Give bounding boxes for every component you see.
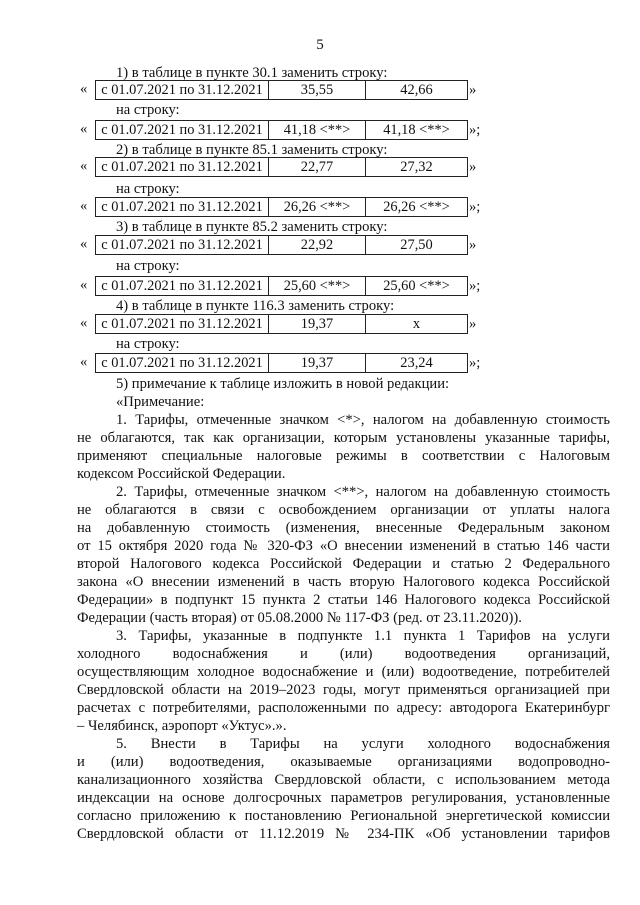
close-quote: » (469, 82, 477, 98)
item-3-old-row (77, 235, 610, 255)
tariff-value-cell: 26,26 <**> (269, 198, 366, 217)
item-5-heading: 5) примечание к таблице изложить в новой редакции: (116, 376, 450, 392)
note-3-line-1: 3. Тарифы, указанные в подпункте 1.1 пункта 1 Тарифов на услуги (116, 628, 610, 644)
period-cell: с 01.07.2021 по 31.12.2021 (96, 236, 269, 255)
open-quote: « (80, 236, 88, 252)
item-1-new-label: на строку: (116, 102, 180, 118)
open-quote: « (80, 277, 88, 293)
note-2-line-2: не облагаются в связи с освобождением организации от уплаты налога (77, 502, 610, 518)
tariff-table-row (95, 120, 468, 140)
para-5-line-4: индексации на основе долгосрочных параметров регулирования, установленные (77, 790, 610, 806)
tariff-table-row (95, 276, 468, 296)
tariff-vat-value-cell: 27,50 (366, 236, 468, 255)
tariff-value-cell: 22,77 (269, 158, 366, 177)
note-2-line-7: Федерации» в подпункт 15 пункта 2 статьи 146 Налогового кодекса Российской (77, 592, 610, 608)
tariff-vat-value-cell: 25,60 <**> (366, 277, 468, 296)
para-5-line-2: и (или) водоотведения, оказываемые организациями водопроводно- (77, 754, 610, 770)
close-quote: »; (469, 122, 481, 138)
close-quote: »; (469, 278, 481, 294)
note-3-line-2: холодного водоснабжения и (или) водоотведения организаций, (77, 646, 610, 662)
tariff-table-row (95, 157, 468, 177)
item-2-heading: 2) в таблице в пункте 85.1 заменить строку: (116, 142, 388, 158)
tariff-vat-value-cell: 27,32 (366, 158, 468, 177)
item-3-heading: 3) в таблице в пункте 85.2 заменить строку: (116, 219, 388, 235)
page-number: 5 (316, 37, 324, 53)
item-2-new-row (77, 197, 610, 217)
note-3-line-6: – Челябинск, аэропорт «Уктус».». (77, 718, 287, 734)
tariff-vat-value-cell: 42,66 (366, 81, 468, 100)
tariff-vat-value-cell: х (366, 315, 468, 334)
item-1-old-row (77, 80, 610, 100)
para-5-line-3: канализационного хозяйства Свердловской области, с использованием метода (77, 772, 610, 788)
para-5-line-1: 5. Внести в Тарифы на услуги холодного водоснабжения (116, 736, 610, 752)
close-quote: » (469, 316, 477, 332)
tariff-value-cell: 22,92 (269, 236, 366, 255)
item-4-old-row (77, 314, 610, 334)
note-2-line-4: от 15 октября 2020 года № 320-ФЗ «О внесении изменений в статью 146 части (77, 538, 610, 554)
item-1-new-row (77, 120, 610, 140)
note-2-line-8: Федерации (часть вторая) от 05.08.2000 № 117-ФЗ (ред. от 23.11.2020)). (77, 610, 522, 626)
note-2-line-5: второй Налогового кодекса Российской Федерации и статью 2 Федерального (77, 556, 610, 572)
open-quote: « (80, 354, 88, 370)
close-quote: »; (469, 199, 481, 215)
period-cell: с 01.07.2021 по 31.12.2021 (96, 354, 269, 373)
note-2-line-3: на добавленную стоимость (изменения, внесенные Федеральным законом (77, 520, 610, 536)
tariff-value-cell: 19,37 (269, 315, 366, 334)
period-cell: с 01.07.2021 по 31.12.2021 (96, 121, 269, 140)
tariff-value-cell: 25,60 <**> (269, 277, 366, 296)
note-title: «Примечание: (116, 394, 205, 410)
tariff-vat-value-cell: 26,26 <**> (366, 198, 468, 217)
tariff-table-row (95, 353, 468, 373)
item-3-new-row (77, 276, 610, 296)
item-4-new-row (77, 353, 610, 373)
close-quote: » (469, 237, 477, 253)
period-cell: с 01.07.2021 по 31.12.2021 (96, 277, 269, 296)
tariff-table-row (95, 197, 468, 217)
tariff-table-row (95, 235, 468, 255)
period-cell: с 01.07.2021 по 31.12.2021 (96, 158, 269, 177)
tariff-vat-value-cell: 41,18 <**> (366, 121, 468, 140)
tariff-table-row (95, 80, 468, 100)
tariff-table-row (95, 314, 468, 334)
note-2-line-6: закона «О внесении изменений в часть вторую Налогового кодекса Российской (77, 574, 610, 590)
note-1-line-1: 1. Тарифы, отмеченные значком <*>, налогом на добавленную стоимость (116, 412, 610, 428)
tariff-value-cell: 35,55 (269, 81, 366, 100)
tariff-value-cell: 41,18 <**> (269, 121, 366, 140)
period-cell: с 01.07.2021 по 31.12.2021 (96, 198, 269, 217)
period-cell: с 01.07.2021 по 31.12.2021 (96, 315, 269, 334)
open-quote: « (80, 121, 88, 137)
open-quote: « (80, 158, 88, 174)
open-quote: « (80, 315, 88, 331)
para-5-line-6: Свердловской области от 11.12.2019 № 234-ПК «Об установлении тарифов (77, 826, 610, 842)
note-3-line-3: осуществляющим холодное водоснабжение и (или) водоотведение, потребителей (77, 664, 610, 680)
note-3-line-5: расчетах с потребителями, расположенными по адресу: автодорога Екатеринбург (77, 700, 610, 716)
para-5-line-5: согласно приложению к постановлению Региональной энергетической комиссии (77, 808, 610, 824)
item-2-new-label: на строку: (116, 181, 180, 197)
close-quote: »; (469, 355, 481, 371)
note-1-line-2: не облагаются, так как организации, которым установлены указанные тарифы, (77, 430, 610, 446)
tariff-value-cell: 19,37 (269, 354, 366, 373)
item-4-heading: 4) в таблице в пункте 116.3 заменить строку: (116, 298, 395, 314)
note-3-line-4: Свердловской области на 2019–2023 годы, могут применяться организацией при (77, 682, 610, 698)
tariff-vat-value-cell: 23,24 (366, 354, 468, 373)
item-1-heading: 1) в таблице в пункте 30.1 заменить строку: (116, 65, 388, 81)
item-3-new-label: на строку: (116, 258, 180, 274)
note-2-line-1: 2. Тарифы, отмеченные значком <**>, налогом на добавленную стоимость (116, 484, 610, 500)
note-1-line-4: кодексом Российской Федерации. (77, 466, 286, 482)
open-quote: « (80, 81, 88, 97)
period-cell: с 01.07.2021 по 31.12.2021 (96, 81, 269, 100)
item-2-old-row (77, 157, 610, 177)
note-1-line-3: применяют специальные налоговые режимы в соответствии с Налоговым (77, 448, 610, 464)
item-4-new-label: на строку: (116, 336, 180, 352)
close-quote: » (469, 159, 477, 175)
open-quote: « (80, 198, 88, 214)
